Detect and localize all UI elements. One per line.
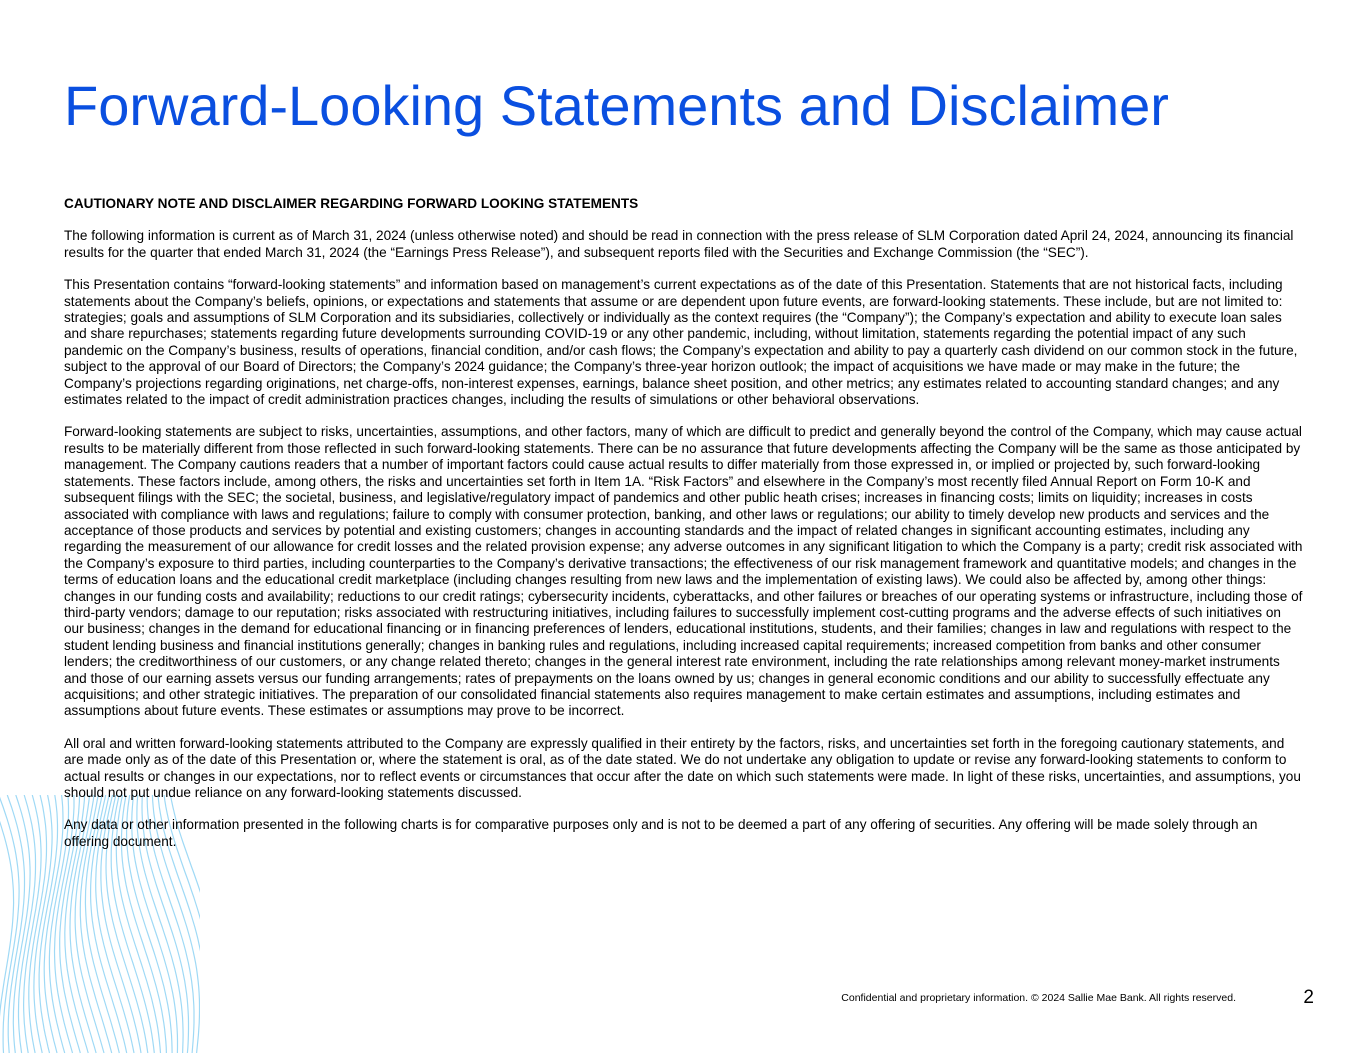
page-title: Forward-Looking Statements and Disclaimer	[64, 74, 1169, 137]
paragraph: Any data or other information presented in the following charts is for comparative purposes only and is not to be deemed a part of any offering of securities. Any offering will be made solely through an offering document.	[64, 817, 1258, 849]
paragraph: The following information is current as of March 31, 2024 (unless otherwise noted) and should be read in connection with the press release of SLM Corporation dated April 24, 2024, announcing its financial results for the quarter that ended March 31, 2024 (the “Earnings Press Release”), and subsequent reports filed with the Securities and Exchange Commission (the “SEC”).	[64, 228, 1294, 260]
wave-line	[7, 795, 24, 1053]
footer-copyright: Confidential and proprietary information. © 2024 Sallie Mae Bank. All rights reserved.	[841, 992, 1236, 1004]
paragraph: All oral and written forward-looking statements attributed to the Company are expressly qualified in their entirety by the factors, risks, and uncertainties set forth in the foregoing cautionary statements, and are made only as of the date of this Presentation or, where the statement is oral, as of the date stated. We do not undertake any obligation to update or revise any forward-looking statements to conform to actual results or changes in our expectations, nor to reflect events or circumstances that occur after the date on which such statements were made. In light of these risks, uncertainties, and assumptions, you should not put undue reliance on any forward-looking statements discussed.	[64, 735, 1301, 800]
section-heading: CAUTIONARY NOTE AND DISCLAIMER REGARDING FORWARD LOOKING STATEMENTS	[64, 196, 639, 211]
paragraph: Forward-looking statements are subject to risks, uncertainties, assumptions, and other factors, many of which are difficult to predict and generally beyond the control of the Company, which may cause actual results to be materially different from those reflected in such forward-looking statements. There can be no assurance that future developments affecting the Company will be the same as those anticipated by management. The Company cautions readers that a number of important factors could cause actual results to differ materially from those expressed in, or implied or projected by, such forward-looking statements. These factors include, among others, the risks and uncertainties set forth in Item 1A. “Risk Factors” and elsewhere in the Company’s most recently filed Annual Report on Form 10-K and subsequent filings with the SEC; the societal, business, and legislative/regulatory impact of pandemics and other public heath crises; increases in financing costs; limits on liquidity; increases in costs associated with compliance with laws and regulations; failure to comply with consumer protection, banking, and other laws or regulations; our ability to timely develop new products and services and the acceptance of those products and services by potential and existing customers; changes in accounting standards and the impact of related changes in significant accounting estimates, including any regarding the measurement of our allowance for credit losses and the related provision expense; any adverse outcomes in any significant litigation to which the Company is a party; credit risk associated with the Company’s exposure to third parties, including counterparties to the Company’s derivative transactions; the effectiveness of our risk management framework and quantitative models; and changes in the terms of education loans and the educational credit marketplace (including changes resulting from new laws and the implementation of existing laws). We could also be affected by, among other things: changes in our funding costs and availability; reductions to our credit ratings; cybersecurity incidents, cyberattacks, and other failures or breaches of our operating systems or infrastructure, including those of third-party vendors; damage to our reputation; risks associated with restructuring initiatives, including failures to successfully implement cost-cutting programs and the adverse effects of such initiatives on our business; changes in the demand for educational financing or in financing preferences of lenders, educational institutions, students, and their families; changes in law and regulations with respect to the student lending business and financial institutions generally; changes in banking rules and regulations, including increased capital requirements; increased competition from banks and other consumer lenders; the creditworthiness of our customers, or any change related thereto; changes in the general interest rate environment, including the rate relationships among relevant money-market instruments and those of our earning assets versus our funding arrangements; rates of prepayments on the loans owned by us; changes in general economic conditions and our ability to successfully effectuate any acquisitions; and other strategic initiatives. The preparation of our consolidated financial statements also requires management to make certain estimates and assumptions, including estimates and assumptions about future events. These estimates or assumptions may prove to be incorrect.	[64, 424, 1303, 719]
page-number: 2	[1303, 987, 1314, 1008]
paragraph: This Presentation contains “forward-looking statements” and information based on management’s current expectations as of the date of this Presentation. Statements that are not historical facts, including statements about the Company’s beliefs, opinions, or expectations and statements that assume or are dependent upon future events, are forward-looking statements. These include, but are not limited to: strategies; goals and assumptions of SLM Corporation and its subsidiaries, collectively or individually as the context requires (the “Company”); the Company’s expectation and ability to execute loan sales and share repurchases; statements regarding future developments surrounding COVID-19 or any other pandemic, including, without limitation, statements regarding the potential impact of any such pandemic on the Company’s business, results of operations, financial condition, and/or cash flows; the Company’s expectation and ability to pay a quarterly cash dividend on our common stock in the future, subject to the approval of our Board of Directors; the Company’s 2024 guidance; the Company’s three-year horizon outlook; the impact of acquisitions we have made or may make in the future; the Company’s projections regarding originations, net charge-offs, non-interest expenses, earnings, balance sheet position, and other metrics; any estimates related to accounting standard changes; and any estimates related to the impact of credit administration practices changes, including the results of simulations or other behavioral observations.	[64, 277, 1298, 408]
disclaimer-body	[64, 196, 1304, 866]
